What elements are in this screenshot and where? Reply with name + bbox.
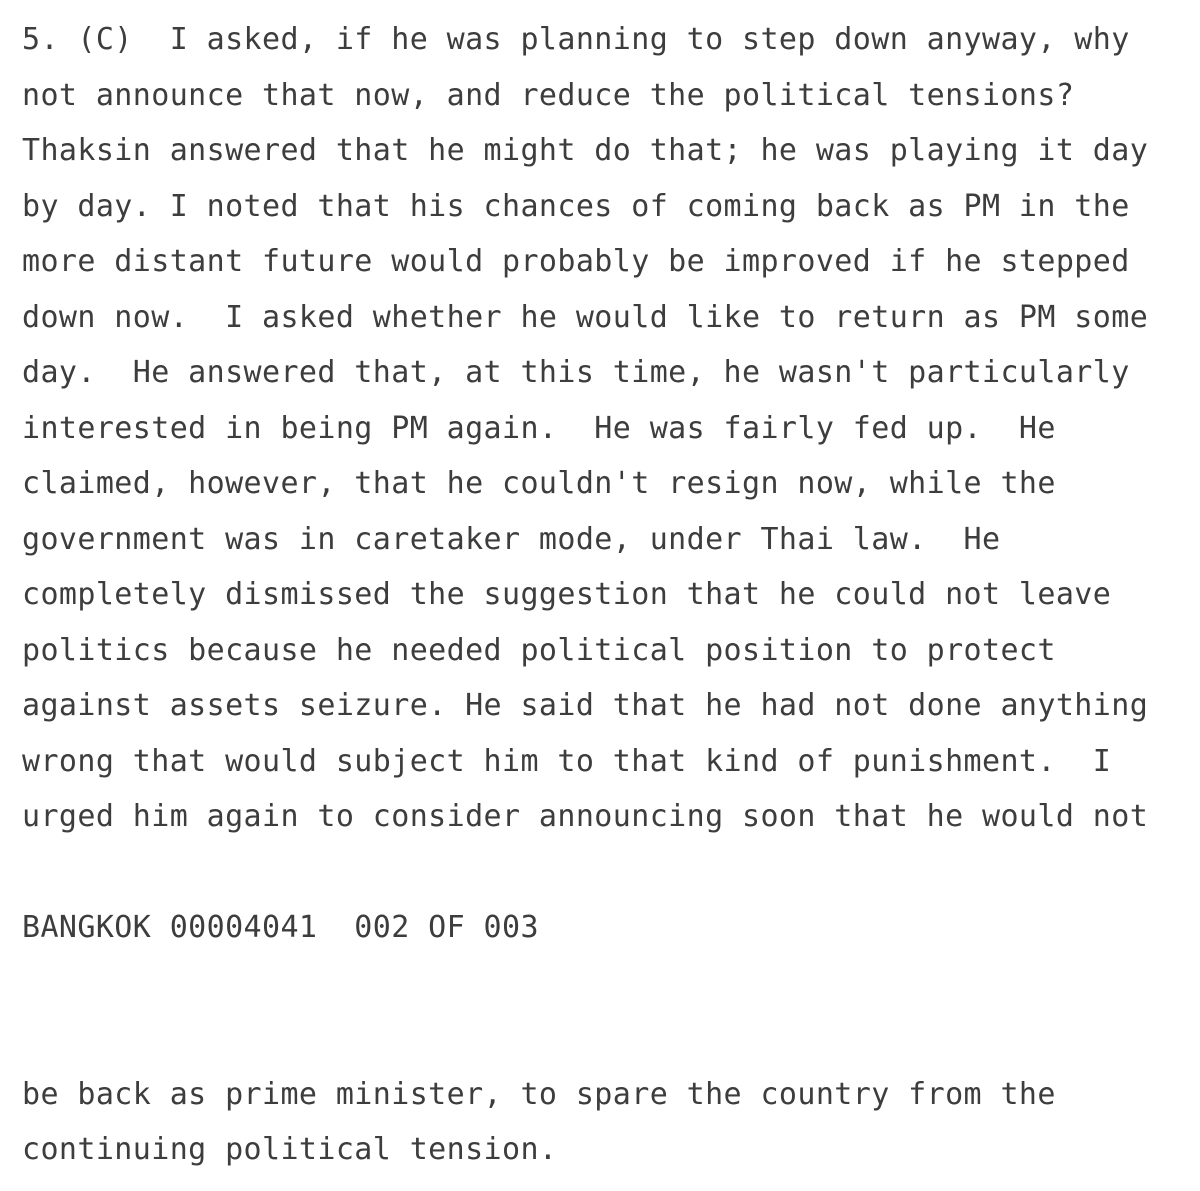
paragraph-5 (22, 12, 1180, 845)
continuation-paragraph (22, 1067, 1180, 1178)
text-line: down now. I asked whether he would like to return as PM some (22, 299, 1149, 335)
text-line: completely dismissed the suggestion that he could not leave (22, 577, 1112, 612)
text-line: wrong that would subject him to that kind of punishment. I (22, 743, 1112, 779)
page-marker: BANGKOK 00004041 002 OF 003 (22, 910, 539, 945)
text-line: politics because he needed political position to protect (22, 632, 1056, 668)
text-line: more distant future would probably be improved if he stepped (22, 244, 1130, 279)
text-line: government was in caretaker mode, under Thai law. He (22, 521, 1001, 557)
text-line: not announce that now, and reduce the political tensions? (22, 77, 1075, 113)
text-line: by day. I noted that his chances of coming back as PM in the (22, 188, 1130, 224)
text-line: Thaksin answered that he might do that; he was playing it day (22, 133, 1149, 168)
text-line: continuing political tension. (22, 1132, 558, 1167)
text-line: claimed, however, that he couldn't resign now, while the (22, 466, 1056, 501)
text-line: be back as prime minister, to spare the country from the (22, 1076, 1056, 1112)
text-line: interested in being PM again. He was fairly fed up. He (22, 410, 1056, 446)
text-line: urged him again to consider announcing soon that he would not (22, 799, 1149, 834)
text-line: 5. (C) I asked, if he was planning to step down anyway, why (22, 22, 1130, 57)
text-line: day. He answered that, at this time, he wasn't particularly (22, 355, 1130, 390)
text-line: against assets seizure. He said that he had not done anything (22, 688, 1149, 723)
